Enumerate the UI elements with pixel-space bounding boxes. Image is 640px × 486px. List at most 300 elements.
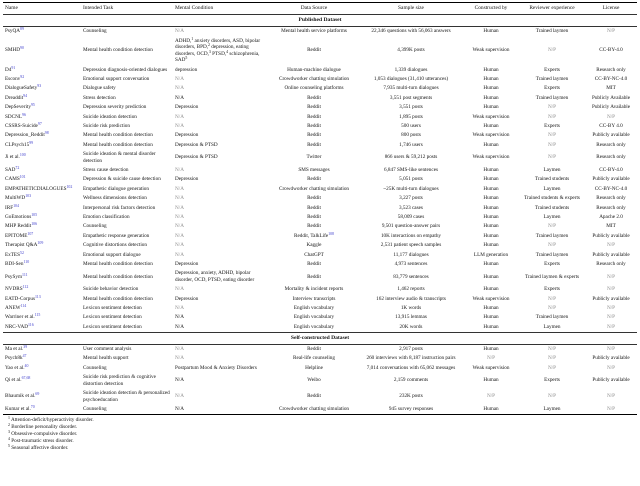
table-row — [3, 354, 637, 363]
citation-link[interactable]: 109 — [37, 241, 44, 246]
cell-condition: depression — [175, 66, 198, 73]
cell-sample: 7,935 multi-turn dialogues — [383, 85, 439, 92]
cell-source: Reddit — [307, 223, 321, 230]
cell-license: N/P — [606, 113, 616, 120]
citation-link[interactable]: 113 — [34, 294, 41, 299]
footnote-text: Seasonal affective disorder. — [11, 444, 69, 451]
table-row — [3, 84, 637, 93]
cell-sample: 83,779 sentences — [393, 273, 429, 280]
cell-reviewer: Laymen — [543, 323, 561, 330]
citation-link[interactable]: 110 — [23, 260, 30, 265]
cell-sample: 22,346 questions with 56,063 answers — [371, 28, 451, 35]
cell-condition: N/A — [175, 214, 184, 220]
cell-reviewer: Laymen — [543, 185, 561, 192]
cell-constructed: Human — [483, 305, 499, 312]
cell-condition: N/A — [175, 28, 184, 35]
cell-source: Reddit — [307, 273, 321, 280]
citation-link[interactable]: 102 — [66, 184, 73, 189]
cell-sample: 260 interviews with 8,187 instruction pairs — [366, 355, 456, 362]
citation-link[interactable]: 70 — [30, 404, 35, 409]
table-row — [3, 304, 637, 313]
cell-reviewer: N/P — [547, 132, 557, 139]
footnote-text: Obsessive-compulsive disorder. — [11, 431, 78, 438]
cell-name: Bhaumik et al.$^{69}$ — [5, 392, 40, 400]
cell-constructed: Human — [483, 166, 499, 173]
cell-source: Reddit, TalkLife$^{108}$ — [294, 231, 334, 239]
cell-name: EATD-Corpus$^{113}$ — [5, 294, 41, 302]
citation-link[interactable]: 115 — [34, 313, 41, 318]
cell-sample: 2,159 comments — [393, 377, 429, 384]
cell-condition: Depression, anxiety, ADHD, bipolar disorder, OCD, PTSD, eating disorder — [175, 270, 255, 283]
footnote — [8, 424, 637, 431]
cell-source: Reddit — [307, 393, 321, 400]
table-row — [3, 313, 637, 322]
table-row — [3, 140, 637, 149]
cell-license: CC-BY-NC-4.0 — [594, 185, 628, 192]
table-row — [3, 294, 637, 303]
cell-sample: 945 survey responses — [388, 405, 434, 412]
cell-reviewer: N/P — [547, 47, 557, 54]
cell-task: Mental health condition detection — [83, 273, 153, 280]
cell-license: MIT — [606, 223, 616, 230]
section-row — [3, 15, 637, 27]
cell-constructed: Weak supervision — [472, 113, 510, 120]
cell-reviewer: Experts — [544, 286, 560, 293]
cell-constructed: Human — [483, 242, 499, 249]
col-header-name: Name — [5, 5, 18, 12]
cell-license: Publicly available — [592, 295, 630, 302]
cell-constructed: Human — [483, 377, 499, 384]
cell-task: Depression & suicide cause detection — [83, 176, 161, 183]
cell-name: D4$^{91}$ — [5, 65, 16, 73]
table-row — [3, 150, 637, 166]
citation-link[interactable]: 103 — [25, 194, 32, 199]
cell-name: PsyQA$^{89}$ — [5, 27, 24, 35]
footnote-marker: 4 — [226, 49, 229, 54]
cell-source: Reddit — [307, 122, 321, 129]
table-row — [3, 322, 637, 332]
cell-task: Wellness dimensions detection — [83, 195, 147, 202]
cell-source: Mortality & incident reports — [284, 286, 344, 293]
footnote-text: Attention-deficit/hyperactivity disorder. — [10, 417, 94, 424]
citation-link[interactable]: 98 — [44, 131, 49, 136]
cell-task: Mental health condition detection — [83, 295, 153, 302]
cell-task: Stress cause detection — [83, 166, 129, 173]
citation-link[interactable]: 89 — [20, 27, 24, 32]
cell-constructed: Weak supervision — [472, 47, 510, 54]
table-row — [3, 363, 637, 372]
cell-license: Research only — [596, 154, 626, 161]
cell-license: CC-BY-4.0 — [599, 166, 623, 173]
cell-source: Reddit — [307, 176, 321, 183]
cell-source: English vocabulary — [293, 323, 335, 330]
cell-condition: N/A — [175, 185, 184, 192]
cell-condition: N/A — [175, 113, 184, 120]
cell-condition: Depression & PTSD — [175, 141, 218, 148]
citation-link[interactable]: 105 — [31, 213, 38, 217]
cell-task: Counseling — [83, 223, 107, 230]
cell-task: Empathetic dialogue generation — [83, 185, 149, 192]
citation-link[interactable]: 97 — [37, 121, 42, 126]
citation-link[interactable]: 69 — [35, 392, 40, 397]
cell-reviewer: N/P — [547, 393, 557, 400]
cell-constructed: Human — [483, 122, 499, 129]
cell-source: Weibo — [307, 377, 321, 384]
cell-task: Suicide risk prediction & cognitive distortion detection — [83, 374, 156, 387]
cell-sample: 4,973 sentences — [394, 261, 428, 268]
cell-condition: Depression — [175, 104, 199, 111]
cell-reviewer: Trained laymen — [535, 251, 569, 258]
cell-source: Kaggle — [306, 242, 322, 249]
cell-condition: Depression — [175, 176, 199, 183]
table-row — [3, 389, 637, 405]
cell-task: Suicide ideation detection & personalized psychoeducation — [83, 390, 170, 403]
cell-name: BDI-Sen$^{110}$ — [5, 260, 30, 268]
cell-source: Reddit — [307, 195, 321, 202]
cell-task: Lexicon sentiment detection — [83, 305, 142, 312]
cell-sample: 7,014 conversations with 65,062 messages — [366, 364, 456, 371]
cell-task: Stress detection — [83, 94, 116, 101]
cell-sample: 1,339 dialogues — [394, 66, 428, 73]
footnote-marker: 3 — [8, 430, 10, 435]
cell-task: Mental health support — [83, 355, 129, 362]
cell-task: Empathetic response generation — [83, 232, 150, 239]
cell-source: Crowdworker chatting simulation — [278, 185, 350, 192]
cell-reviewer: Experts — [544, 122, 560, 129]
cell-task: Emotional support conversation — [83, 75, 150, 82]
citation-link[interactable]: 96 — [22, 112, 26, 117]
citation-link[interactable]: 101 — [19, 175, 26, 180]
citation-link[interactable]: 72 — [15, 165, 20, 170]
cell-constructed: Human — [483, 261, 499, 268]
footnote-marker: 2 — [8, 423, 10, 428]
table-row — [3, 203, 637, 212]
cell-task: Lexicon sentiment detection — [83, 323, 142, 330]
cell-constructed: Human — [483, 273, 499, 280]
footnote-text: Borderline personality disorder. — [11, 424, 78, 431]
citation-link[interactable]: 90 — [20, 46, 24, 51]
cell-condition: N/A — [175, 305, 184, 312]
table-row — [3, 241, 637, 250]
cell-name: Esconv$^{92}$ — [5, 74, 25, 82]
col-header-source: Data Source — [300, 5, 328, 12]
cell-reviewer: N/P — [547, 113, 557, 120]
cell-license: Research only — [596, 66, 626, 73]
cell-constructed: Human — [483, 223, 499, 230]
cell-reviewer: Laymen — [543, 166, 561, 173]
cell-name: Kumar et al.$^{70}$ — [5, 404, 35, 412]
cell-source: Reddit — [307, 214, 321, 220]
cell-name: Psych8k$^{47}$ — [5, 354, 27, 362]
citation-link[interactable]: 91 — [11, 65, 16, 70]
cell-reviewer: N/P — [547, 104, 557, 111]
cell-name: Warriner et al.$^{115}$ — [5, 313, 41, 321]
cell-task: Depression diagnosis-oriented dialogues — [83, 66, 168, 73]
col-header-license: License — [602, 5, 620, 12]
col-header-sample: Sample size — [398, 5, 424, 12]
citation-link[interactable]: 100 — [19, 153, 26, 158]
cell-license: Research only — [596, 261, 626, 268]
cell-license: N/P — [606, 305, 616, 312]
cell-source: Reddit — [307, 94, 321, 101]
table-row — [3, 250, 637, 259]
cell-name: IRF$^{104}$ — [5, 203, 19, 211]
cell-name: CLPsych15$^{99}$ — [5, 140, 34, 148]
cell-reviewer: Trained laymen — [535, 28, 569, 35]
cell-reviewer: Experts — [544, 66, 560, 73]
cell-source: Twitter — [306, 154, 322, 161]
cell-sample: 1,895 posts — [399, 113, 423, 120]
cell-source: Online counseling platforms — [284, 85, 344, 92]
footnote-text: Post-traumatic stress disorder. — [11, 438, 74, 445]
table-row — [3, 194, 637, 203]
cell-constructed: Human — [483, 185, 499, 192]
citation-link[interactable]: 47 — [22, 354, 27, 359]
cell-source: English vocabulary — [293, 305, 335, 312]
table-row — [3, 213, 637, 222]
cell-sample: 162 interview audio & transcripts — [376, 295, 446, 302]
cell-constructed: Weak supervision — [472, 364, 510, 371]
cell-name: Ma et al.$^{39}$ — [5, 345, 28, 353]
cell-license: N/P — [606, 364, 616, 371]
cell-name: PsySym$^{111}$ — [5, 272, 28, 280]
cell-name: MHP Reddit$^{106}$ — [5, 222, 38, 230]
cell-task: Suicide ideation & mental disorder detection — [83, 151, 156, 164]
citation-link[interactable]: 67,68 — [21, 376, 31, 381]
cell-task: Cognitive distortions detection — [83, 242, 147, 249]
footnote-marker: 5 — [185, 56, 188, 61]
cell-sample: 232K posts — [399, 393, 423, 400]
table-row — [3, 260, 637, 269]
cell-condition: N/A — [175, 242, 184, 249]
citation-link[interactable]: 107 — [27, 231, 34, 236]
cell-license: CC-BY-NC-4.0 — [594, 75, 628, 82]
cell-reviewer: Experts — [544, 377, 560, 384]
footnotes — [8, 417, 637, 452]
citation-link[interactable]: 40 — [24, 363, 29, 368]
cell-name: Depression_Reddit$^{98}$ — [5, 131, 49, 139]
table-row — [3, 165, 637, 174]
cell-task: Counseling — [83, 364, 107, 371]
cell-license: CC-BY-4.0 — [599, 47, 623, 54]
citation-link[interactable]: 116 — [27, 322, 34, 327]
citation-link[interactable]: 114 — [20, 304, 27, 309]
citation-link[interactable]: 92 — [20, 74, 25, 79]
cell-license: Publicly Available — [591, 94, 631, 101]
table-row — [3, 373, 637, 389]
cell-condition: N/A — [175, 85, 184, 92]
cell-reviewer: N/P — [547, 305, 557, 312]
table-row — [3, 121, 637, 130]
cell-source: Helpline — [305, 364, 323, 371]
cell-name: SAD$^{72}$ — [5, 165, 20, 173]
cell-name: MultiWD$^{103}$ — [5, 194, 32, 202]
citation-link[interactable]: 95 — [30, 103, 35, 108]
cell-condition: Depression — [175, 261, 199, 268]
table-row — [3, 36, 637, 65]
footnote — [8, 445, 637, 452]
cell-constructed: Human — [483, 346, 499, 353]
citation-link[interactable]: 104 — [13, 203, 19, 208]
cell-condition: N/A — [175, 286, 184, 293]
cell-condition: N/A — [175, 122, 184, 129]
cell-name: Qi et al.$^{67,68}$ — [5, 376, 31, 384]
table-row — [3, 404, 637, 414]
cell-task: Mental health condition detection — [83, 132, 153, 139]
cell-reviewer: Trained students — [534, 204, 570, 211]
section-row — [3, 332, 637, 344]
cell-constructed: Human — [483, 232, 499, 239]
cell-source: Reddit — [307, 104, 321, 111]
cell-constructed: LLM generation — [473, 251, 509, 258]
cell-constructed: Human — [483, 66, 499, 73]
cell-task: Suicide ideation detection — [83, 113, 137, 120]
cell-name: NRC-VAD$^{116}$ — [5, 322, 34, 330]
table-row — [3, 184, 637, 193]
cell-constructed: Human — [483, 75, 499, 82]
table-row — [3, 344, 637, 354]
col-header-task: Intended Task — [83, 5, 114, 12]
cell-name: DialogueSafety$^{93}$ — [5, 84, 42, 92]
cell-constructed: N/P — [486, 355, 496, 362]
cell-name: ANEW$^{114}$ — [5, 304, 27, 312]
footnote-marker: 2 — [208, 43, 210, 48]
table-row — [3, 93, 637, 102]
cell-sample: 866 users & 59,212 posts — [384, 154, 438, 161]
cell-task: Emotion classification — [83, 214, 130, 220]
cell-task: Interpersonal risk factors detection — [83, 204, 156, 211]
cell-task: Depression severity prediction — [83, 104, 147, 111]
cell-condition: Depression — [175, 132, 199, 139]
citation-link[interactable]: 52 — [20, 250, 24, 255]
cell-source: ChatGPT — [304, 251, 324, 258]
footnote-marker: 4 — [8, 437, 10, 442]
cell-license: CC-BY 4.0 — [599, 122, 623, 129]
cell-name: ExTES$^{52}$ — [5, 250, 24, 258]
cell-task: Mental health condition detection — [83, 47, 153, 54]
table-row — [3, 131, 637, 140]
cell-name: Yao et al.$^{40}$ — [5, 363, 29, 371]
cell-source: Reddit — [307, 346, 321, 353]
cell-source: Reddit — [307, 132, 321, 139]
cell-condition: N/A — [175, 195, 184, 202]
table-row — [3, 112, 637, 121]
cell-reviewer: N/P — [547, 154, 557, 161]
cell-reviewer: N/P — [547, 346, 557, 353]
cell-task: Suicide behavior detection — [83, 286, 139, 293]
cell-source: Crowdworker chatting simulation — [278, 75, 350, 82]
cell-reviewer: Trained students & experts — [524, 195, 580, 202]
cell-sample: ~25K multi-turn dialogues — [383, 185, 439, 192]
cell-condition: N/A — [175, 75, 184, 82]
table-row — [3, 222, 637, 231]
cell-constructed: Human — [483, 176, 499, 183]
cell-name: GoEmotions$^{105}$ — [5, 213, 38, 220]
cell-constructed: Human — [483, 141, 499, 148]
citation-link[interactable]: 94 — [23, 93, 28, 98]
footnote — [8, 438, 637, 445]
table-row — [3, 175, 637, 184]
cell-constructed: N/P — [486, 393, 496, 400]
cell-name: Dreaddit$^{94}$ — [5, 93, 28, 101]
cell-reviewer: N/P — [547, 355, 557, 362]
citation-link[interactable]: 112 — [22, 285, 29, 290]
cell-license: Research only — [596, 204, 626, 211]
cell-reviewer: Trained students — [534, 176, 570, 183]
cell-constructed: Human — [483, 323, 499, 330]
citation-link[interactable]: 111 — [22, 272, 28, 277]
cell-name: SMHD$^{90}$ — [5, 46, 24, 54]
table-row — [3, 231, 637, 240]
cell-constructed: Weak supervision — [472, 132, 510, 139]
cell-task: Counseling — [83, 28, 107, 35]
cell-license: N/P — [606, 323, 616, 330]
cell-source: Human-machine dialogue — [287, 66, 341, 73]
cell-license: Publicly available — [592, 355, 630, 362]
citation-link[interactable]: 93 — [37, 84, 42, 89]
cell-sample: 1,462 reports — [397, 286, 425, 293]
cell-sample: 500 users — [401, 122, 421, 129]
cell-name: EMPATHETICDIALOGUES$^{102}$ — [5, 184, 73, 192]
cell-sample: 800 posts — [401, 132, 421, 139]
cell-source: Reddit — [307, 204, 321, 211]
cell-license: MIT — [606, 85, 616, 92]
cell-license: N/P — [606, 286, 616, 293]
cell-sample: 11,177 dialogues — [393, 251, 429, 258]
cell-constructed: Human — [483, 204, 499, 211]
cell-sample: 3,227 posts — [399, 195, 423, 202]
cell-task: Suicide risk prediction — [83, 122, 130, 129]
cell-constructed: Weak supervision — [472, 154, 510, 161]
cell-sample: 2,917 posts — [399, 346, 423, 353]
cell-license: Research only — [596, 195, 626, 202]
cell-condition: N/A — [175, 314, 184, 321]
cell-sample: 9,501 question-answer pairs — [381, 223, 441, 230]
table-row — [3, 103, 637, 112]
cell-reviewer: Trained laymen — [535, 94, 569, 101]
cell-license: Publicly available — [592, 232, 630, 239]
cell-condition: N/A — [175, 377, 184, 384]
cell-reviewer: Trained laymen — [535, 314, 569, 321]
cell-reviewer: N/P — [547, 141, 557, 148]
cell-reviewer: Laymen — [543, 214, 561, 220]
cell-source: Crowdworker chatting simulation — [278, 405, 350, 412]
cell-reviewer: Trained laymen — [535, 232, 569, 239]
cell-source: Mental health service platforms — [281, 28, 347, 35]
cell-license: Research only — [596, 141, 626, 148]
cell-license: Publicly available — [592, 251, 630, 258]
citation-link[interactable]: 39 — [23, 345, 28, 350]
cell-reviewer: N/P — [547, 295, 557, 302]
cell-license: N/P — [606, 346, 616, 353]
citation-link[interactable]: 106 — [31, 222, 38, 227]
cell-name: CSSRS-Suicide$^{97}$ — [5, 121, 42, 129]
cell-constructed: Human — [483, 85, 499, 92]
cell-license: N/P — [606, 393, 616, 400]
cell-condition: N/A — [175, 223, 184, 230]
citation-link[interactable]: 99 — [29, 140, 34, 145]
table-row — [3, 74, 637, 83]
cell-condition: N/A — [175, 393, 184, 400]
cell-constructed: Human — [483, 314, 499, 321]
cell-source: Reddit — [307, 47, 321, 54]
cell-name: Ji et al.$^{100}$ — [5, 153, 26, 161]
cell-condition: N/A — [175, 94, 184, 101]
citation-link[interactable]: 108 — [328, 231, 334, 236]
cell-condition: N/A — [175, 232, 184, 239]
cell-source: Interview transcripts — [292, 295, 336, 302]
cell-license: N/P — [606, 405, 616, 412]
